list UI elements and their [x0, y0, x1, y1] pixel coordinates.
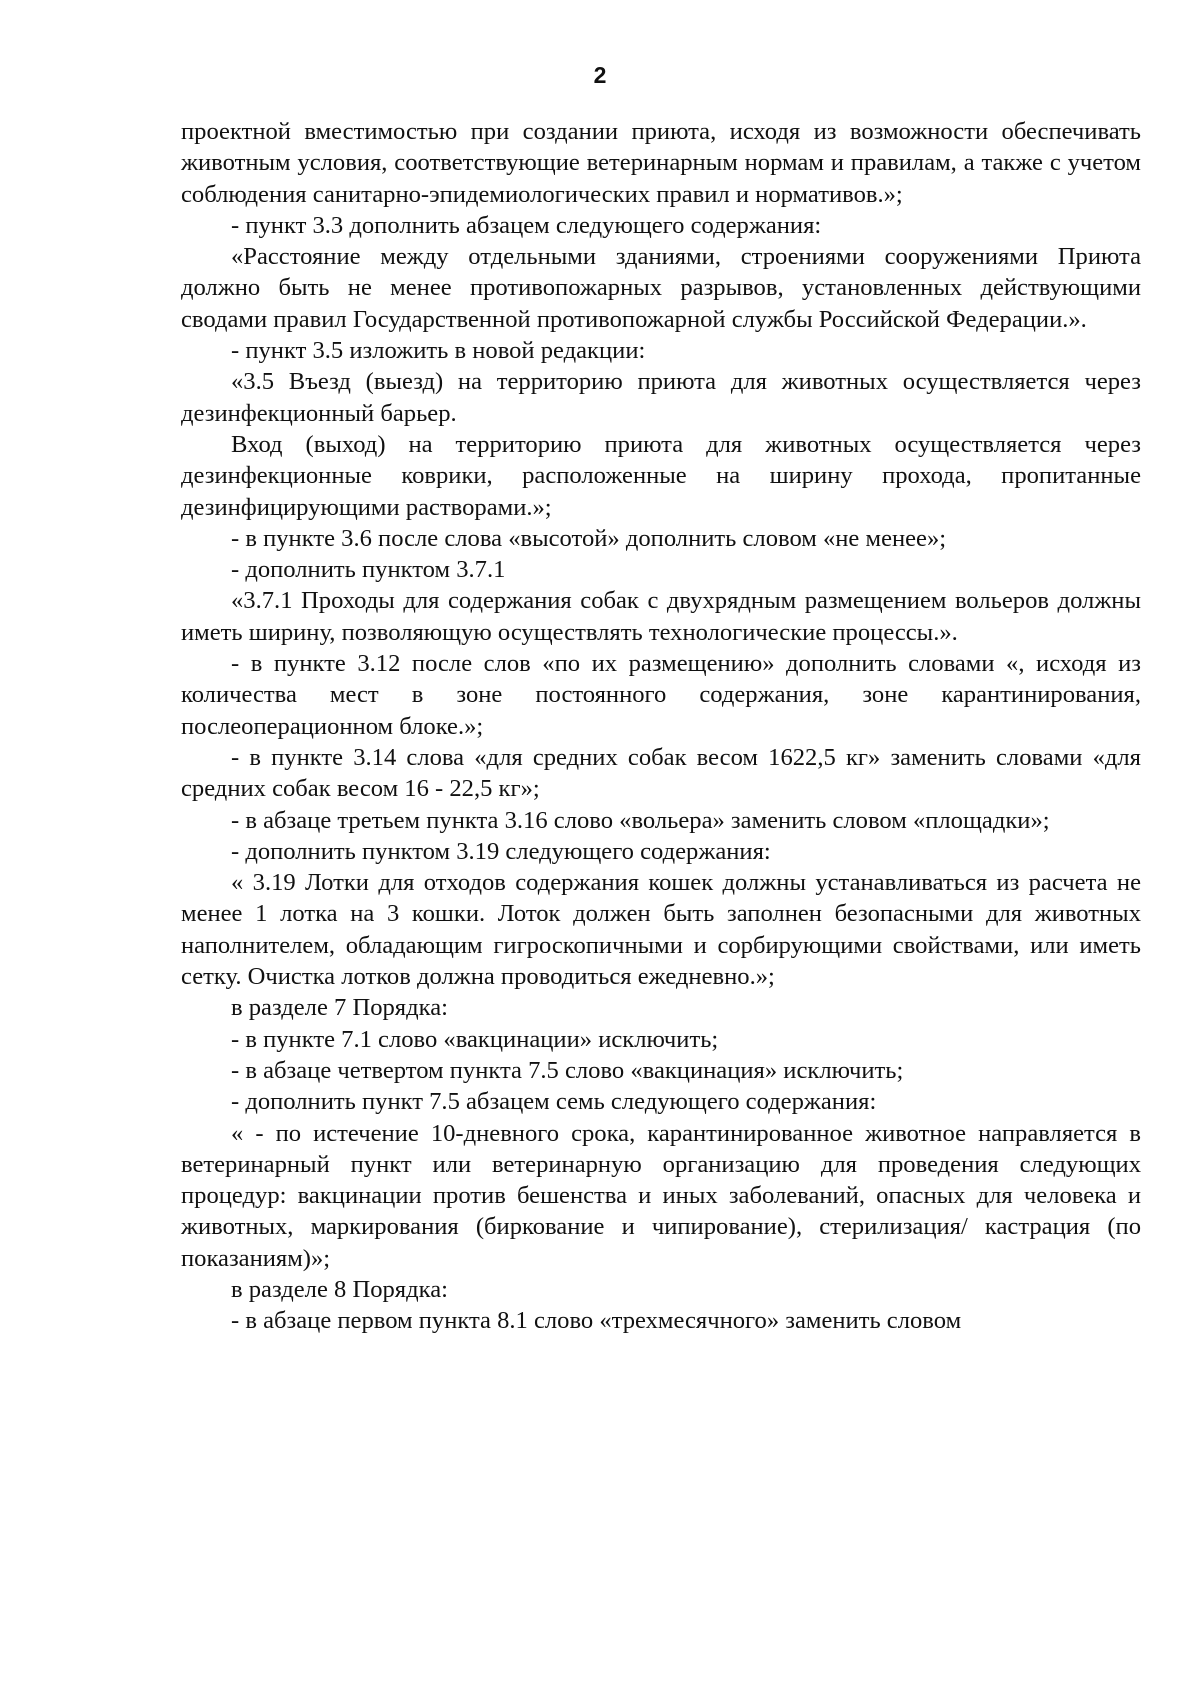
paragraph: - в пункте 3.14 слова «для средних собак весом 1622,5 кг» заменить словами «для средних собак весом 16 - 22,5 кг»; [181, 743, 1141, 803]
paragraph: - в абзаце четвертом пункта 7.5 слово «вакцинация» исключить; [231, 1056, 904, 1084]
paragraph: - в пункте 3.12 после слов «по их размещению» дополнить словами «, исходя из количества мест в зоне постоянного содержания, зоне карантинирования, послеоперационном блоке.»; [181, 650, 1141, 740]
paragraph: Вход (выход) на территорию приюта для животных осуществляется через дезинфекционные коврики, расположенные на ширину прохода, пропитанные дезинфицирующими растворами.»; [181, 430, 1141, 521]
page-number: 2 [593, 62, 607, 88]
paragraph: - в абзаце третьем пункта 3.16 слово «вольера» заменить словом «площадки»; [231, 806, 1050, 834]
paragraph: - в абзаце первом пункта 8.1 слово «трехмесячного» заменить словом [231, 1307, 962, 1335]
paragraph: проектной вместимостью при создании приюта, исходя из возможности обеспечивать животным условия, соответствующие ветеринарным нормам и правилам, а также с учетом соблюдения санитарно-эпидемиологических правил и нормативов.»; [181, 118, 1141, 208]
paragraph: «3.7.1 Проходы для содержания собак с двухрядным размещением вольеров должны иметь ширину, позволяющую осуществлять технологические процессы.». [181, 587, 1141, 646]
paragraph: « 3.19 Лотки для отходов содержания кошек должны устанавливаться из расчета не менее 1 лотка на 3 кошки. Лоток должен быть заполнен безопасными для животных наполнителем, обладающим гигроскопичными и сорбирующими свойствами, или иметь сетку. Очистка лотков должна проводиться ежедневно.»; [181, 869, 1141, 991]
paragraph: в разделе 7 Порядка: [231, 994, 448, 1022]
paragraph: «3.5 Въезд (выезд) на территорию приюта для животных осуществляется через дезинфекционный барьер. [181, 368, 1141, 427]
paragraph: - дополнить пунктом 3.7.1 [231, 556, 506, 584]
document-body [181, 116, 1141, 1337]
paragraph: «Расстояние между отдельными зданиями, строениями сооружениями Приюта должно быть не менее противопожарных разрывов, установленных действующими сводами правил Государственной противопожарной службы Российской Федерации.». [181, 243, 1141, 333]
paragraph: - дополнить пунктом 3.19 следующего содержания: [231, 837, 771, 865]
paragraph: - дополнить пункт 7.5 абзацем семь следующего содержания: [231, 1088, 877, 1116]
paragraph: - в пункте 7.1 слово «вакцинации» исключить; [231, 1025, 719, 1053]
paragraph: в разделе 8 Порядка: [231, 1275, 448, 1303]
paragraph: - в пункте 3.6 после слова «высотой» дополнить словом «не менее»; [231, 524, 947, 552]
paragraph: - пункт 3.3 дополнить абзацем следующего содержания: [231, 211, 822, 239]
paragraph: - пункт 3.5 изложить в новой редакции: [231, 337, 646, 365]
paragraph: « - по истечение 10-дневного срока, карантинированное животное направляется в ветеринарный пункт или ветеринарную организацию для проведения следующих процедур: вакцинации против бешенства и иных заболеваний, опасных для человека и животных, маркирования (биркование и чипирование), стерилизация/ кастрация (по показаниям)»; [181, 1119, 1141, 1272]
